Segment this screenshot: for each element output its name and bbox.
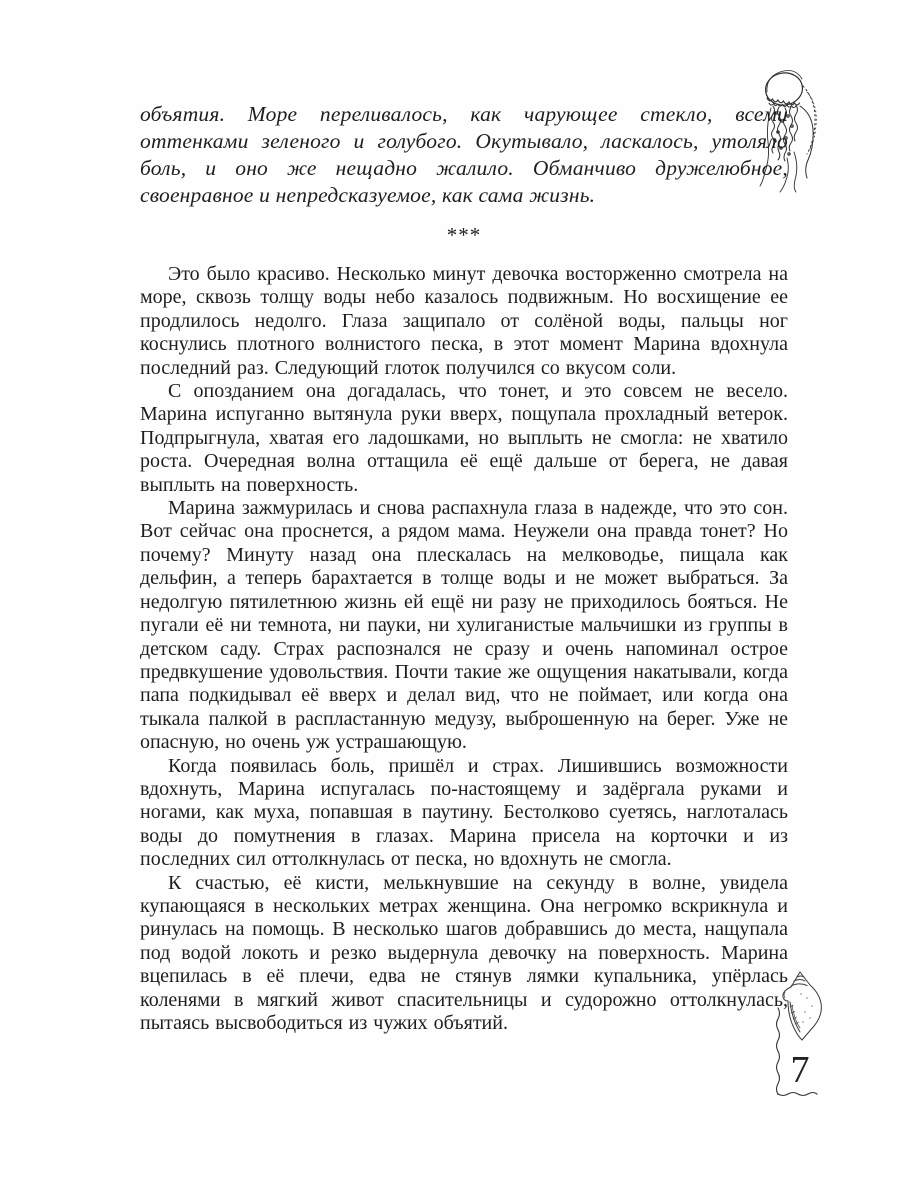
body-paragraph: С опозданием она догадалась, что тонет, и это совсем не весело. Марина испуганно вытянула руки вверх, пощупала прохладный ветерок. Подпрыгнула, хватая его ладошками, но выплыть не смогла: не хватило роста. Очередная волна оттащила её ещё дальше от берега, не давая выплыть на поверхность.: [140, 380, 788, 496]
body-paragraph: Марина зажмурилась и снова распахнула глаза в надежде, что это сон. Вот сейчас она проснется, а рядом мама. Неужели она правда тонет? Но почему? Минуту назад она плескалась на мелководье, пищала как дельфин, а теперь барахтается в толще воды и не может выбраться. За недолгую пятилетнюю жизнь ей ещё ни разу не приходилось бояться. Не пугали её ни темнота, ни пауки, ни хулиганистые мальчишки из группы в детском саду. Страх распознался не сразу и очень напоминал острое предвкушение удовольствия. Почти такие же ощущения накатывали, когда папа подкидывал её вверх и делал вид, что не поймает, или когда она тыкала палкой в распластанную медузу, выброшенную на берег. Уже не опасную, но очень уж устрашающую.: [140, 497, 788, 754]
body-paragraph: Это было красиво. Несколько минут девочка восторженно смотрела на море, сквозь толщу воды небо казалось подвижным. Но восхищение ее продлилось недолго. Глаза защипало от солёной воды, пальцы ног коснулись плотного волнистого песка, в этот момент Марина вдохнула последний раз. Следующий глоток получился со вкусом соли.: [140, 263, 788, 379]
section-separator: ***: [446, 223, 482, 247]
body-paragraph: Когда появилась боль, пришёл и страх. Лишившись возможности вдохнуть, Марина испугалась по-настоящему и задёргала руками и ногами, как муха, попавшая в паутину. Бестолково суетясь, наглоталась воды до помутнения в глазах. Марина присела на корточки и из последних сил оттолкнулась от песка, но вдохнуть не смогла.: [140, 754, 788, 871]
page-text-content: [140, 101, 788, 1035]
body-paragraph: К счастью, её кисти, мелькнувшие на секунду в волне, увидела купающаяся в нескольких метрах женщина. Она негромко вскрикнула и ринулась на помощь. В несколько шагов добравшись до места, нащупала под водой локоть и резко выдернула девочку на поверхность. Марина вцепилась в её плечи, едва не стянув лямки купальника, упёрлась коленями в мягкий живот спасительницы и судорожно оттолкнулась, пытаясь высвободиться из чужих объятий.: [140, 871, 788, 1034]
opening-paragraph-italic: объятия. Море переливалось, как чарующее стекло, всеми оттенками зеленого и голубого. Окутывало, ласкалось, утоляло боль, и оно же нещадно жалило. Обманчиво дружелюбное, своенравное и непредсказуемое, как сама жизнь.: [140, 102, 788, 207]
page-number: 7: [790, 1049, 810, 1091]
